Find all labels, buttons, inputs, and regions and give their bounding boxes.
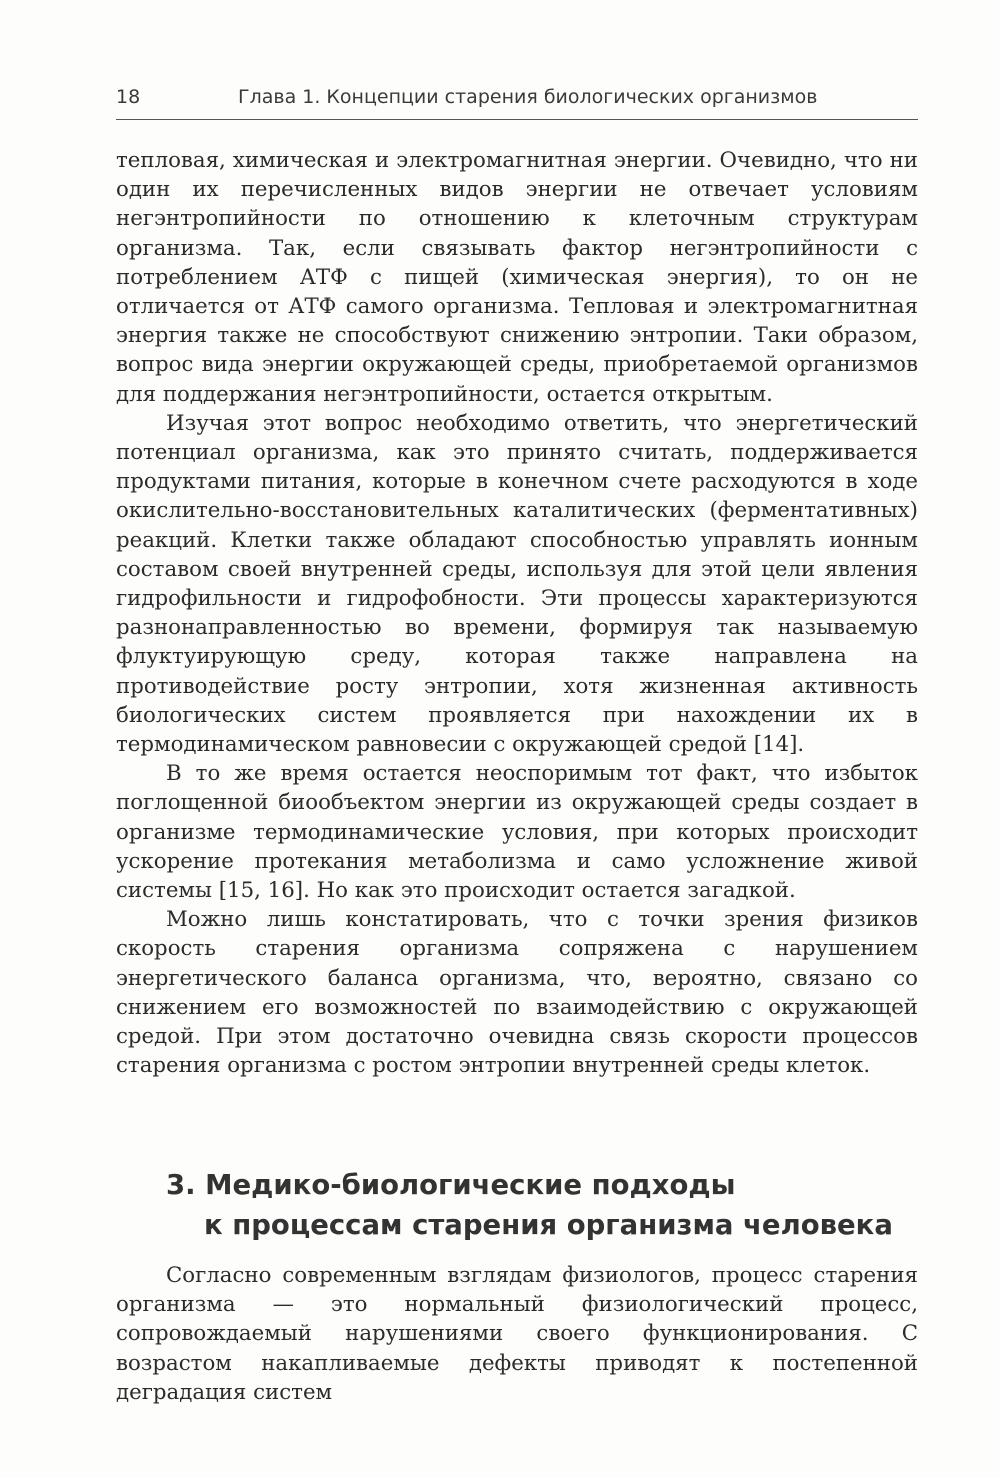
running-title: Глава 1. Концепции старения биологических организмов <box>238 86 818 108</box>
header-rule <box>116 119 918 120</box>
section-heading <box>166 1165 926 1245</box>
paragraph: В то же время остается неоспоримым тот факт, что избыток поглощенной биообъектом энергии из окружающей среды создает в организме термодинамические условия, при которых происходит ускорение протекания метаболизма и само усложнение живой системы [15, 16]. Но как это происходит остается загадкой. <box>116 761 918 904</box>
paragraph: Согласно современным взглядам физиологов, процесс старения организма — это нормальный физиологический процесс, сопровождаемый нарушениями своего функционирования. С возрастом накапливаемые дефекты приводят к постепенной деградация систем <box>116 1263 918 1405</box>
section-body-text <box>116 1261 918 1407</box>
paragraph-continued: тепловая, химическая и электромагнитная энергии. Очевидно, что ни один их перечисленных видов энергии не отвечает условиям негэнтропийности по отношению к клеточным структурам организма. Так, если связывать фактор негэнтропийности с потреблением АТФ с пищей (химическая энергия), то он не отличается от АТФ самого организма. Тепловая и электромагнитная энергия также не способствуют снижению энтропии. Таки образом, вопрос вида энергии окружающей среды, приобретаемой организмов для поддержания негэнтропийности, остается открытым. <box>116 148 918 407</box>
paragraph: Изучая этот вопрос необходимо ответить, что энергетический потенциал организма, как это принято считать, поддерживается продуктами питания, которые в конечном счете расходуются в ходе окислительно-восстановительных каталитических (ферментативных) реакций. Клетки также обладают способностью управлять ионным составом своей внутренней среды, используя для этой цели явления гидрофильности и гидрофобности. Эти процессы характеризуются разнонаправленностью во времени, формируя так называемую флуктуирующую среду, которая также направлена на противодействие росту энтропии, хотя жизненная активность биологических систем проявляется при нахождении их в термодинамическом равновесии с окружающей средой [14]. <box>116 410 918 758</box>
body-text <box>116 146 918 1081</box>
section-heading-line-1: 3. Медико-биологические подходы <box>166 1169 736 1201</box>
paragraph: Можно лишь констатировать, что с точки зрения физиков скорость старения организма сопряжена с нарушением энергетического баланса организма, что, вероятно, связано со снижением его возможностей по взаимодействию с окружающей средой. При этом достаточно очевидна связь скорости процессов старения организма с ростом энтропии внутренней среды клеток. <box>116 907 918 1079</box>
page-number: 18 <box>116 86 141 108</box>
section-heading-line-2: к процессам старения организма человека <box>204 1209 893 1241</box>
running-header <box>116 86 918 116</box>
